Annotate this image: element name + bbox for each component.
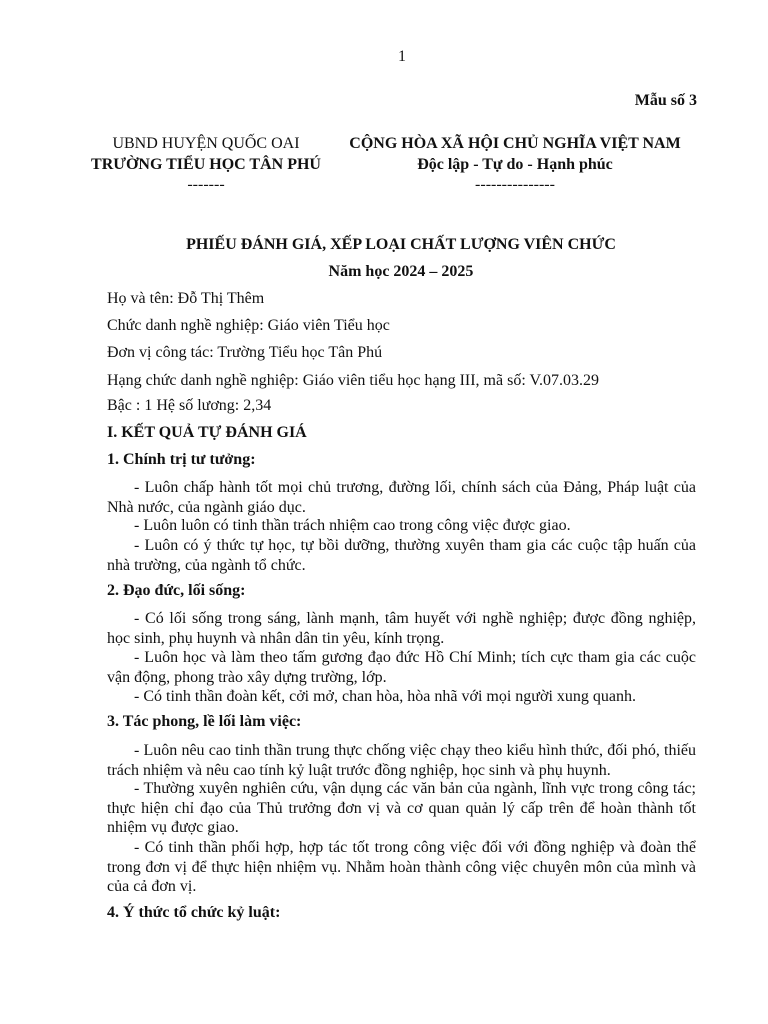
form-code: Mẫu số 3 xyxy=(634,92,697,109)
paragraph: - Luôn học và làm theo tấm gương đạo đức Hồ Chí Minh; tích cực tham gia các cuộc vận động, phong trào xây dựng trường, lớp. xyxy=(107,649,696,686)
header-left-school: TRƯỜNG TIỂU HỌC TÂN PHÚ xyxy=(91,156,321,173)
document-title: PHIẾU ĐÁNH GIÁ, XẾP LOẠI CHẤT LƯỢNG VIÊN CHỨC xyxy=(186,236,616,253)
paragraph: - Luôn luôn có tinh thần trách nhiệm cao trong công việc được giao. xyxy=(134,517,571,534)
paragraph: - Luôn nêu cao tinh thần trung thực chống việc chạy theo kiểu hình thức, đối phó, thiếu trách nhiệm và nêu cao tính kỷ luật trước đồng nghiệp, học sinh và phụ huynh. xyxy=(107,742,696,779)
header-right-rule: --------------- xyxy=(475,176,555,193)
item-heading: 1. Chính trị tư tưởng: xyxy=(107,451,256,468)
document-subtitle: Năm học 2024 – 2025 xyxy=(328,263,474,280)
page-number: 1 xyxy=(398,48,406,65)
header-right-nation: CỘNG HÒA XÃ HỘI CHỦ NGHĨA VIỆT NAM xyxy=(349,135,681,152)
info-grade: Bậc : 1 Hệ số lương: 2,34 xyxy=(107,397,272,414)
section-heading: I. KẾT QUẢ TỰ ĐÁNH GIÁ xyxy=(107,424,307,441)
paragraph: - Luôn có ý thức tự học, tự bồi dưỡng, thường xuyên tham gia các cuộc tập huấn của nhà trường, của ngành tổ chức. xyxy=(107,537,696,574)
info-unit: Đơn vị công tác: Trường Tiểu học Tân Phú xyxy=(107,344,383,361)
item-heading: 3. Tác phong, lề lối làm việc: xyxy=(107,713,302,730)
paragraph: - Thường xuyên nghiên cứu, vận dụng các văn bản của ngành, lĩnh vực trong công tác; thực hiện chỉ đạo của Thủ trưởng đơn vị và cơ quan quản lý cấp trên để hoàn thành tốt nhiệm vụ được giao. xyxy=(107,780,696,836)
paragraph: - Có lối sống trong sáng, lành mạnh, tâm huyết với nghề nghiệp; được đồng nghiệp, học sinh, phụ huynh và nhân dân tin yêu, kính trọng. xyxy=(107,610,696,647)
info-name: Họ và tên: Đỗ Thị Thêm xyxy=(107,290,265,307)
paragraph: - Có tinh thần phối hợp, hợp tác tốt trong công việc đối với đồng nghiệp và đoàn thể trong đơn vị để thực hiện nhiệm vụ. Nhằm hoàn thành công việc chuyên môn của mình và của cả đơn vị. xyxy=(107,839,696,895)
paragraph: - Có tinh thần đoàn kết, cởi mở, chan hòa, hòa nhã với mọi người xung quanh. xyxy=(134,688,636,705)
header-right-motto: Độc lập - Tự do - Hạnh phúc xyxy=(417,156,613,173)
header-left-rule: ------- xyxy=(187,176,225,193)
header-left-agency: UBND HUYỆN QUỐC OAI xyxy=(112,135,300,152)
item-heading: 2. Đạo đức, lối sống: xyxy=(107,582,246,599)
item-heading: 4. Ý thức tổ chức kỷ luật: xyxy=(107,904,281,921)
info-title: Chức danh nghề nghiệp: Giáo viên Tiểu học xyxy=(107,317,390,334)
paragraph: - Luôn chấp hành tốt mọi chủ trương, đường lối, chính sách của Đảng, Pháp luật của Nhà nước, của ngành giáo dục. xyxy=(107,479,696,516)
info-rank: Hạng chức danh nghề nghiệp: Giáo viên tiểu học hạng III, mã số: V.07.03.29 xyxy=(107,372,599,389)
